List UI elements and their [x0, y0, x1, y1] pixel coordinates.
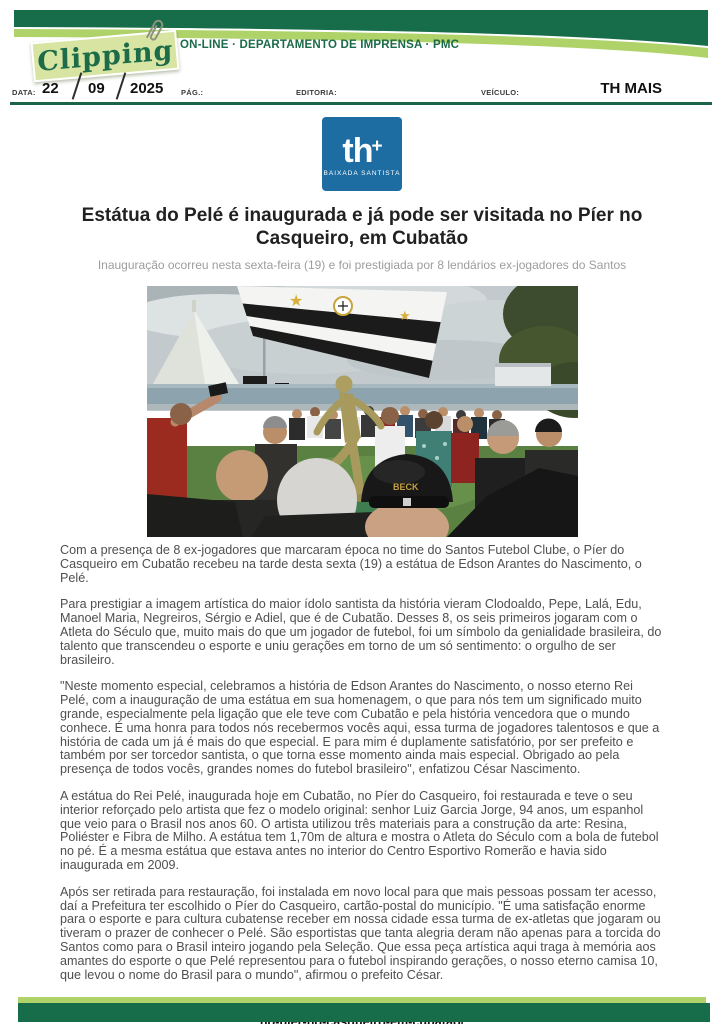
date-slash	[116, 72, 127, 99]
footer-dark-band	[18, 1003, 710, 1022]
header-tagline: ON-LINE · DEPARTAMENTO DE IMPRENSA · PMC	[180, 39, 460, 51]
svg-text:★: ★	[399, 309, 411, 324]
svg-text:★: ★	[289, 291, 304, 310]
date-slash	[72, 72, 83, 99]
photo-scene	[147, 286, 578, 537]
article-subtitle: Inauguração ocorreu nesta sexta-feira (19) e foi prestigiada por 8 lendários ex-jogadores do Santos	[97, 258, 627, 272]
page-label: PÁG.:	[181, 88, 204, 97]
article-body	[60, 544, 664, 1024]
thmais-logo	[322, 117, 402, 191]
date-label: DATA:	[12, 88, 36, 97]
thmais-logo-word: th+	[342, 131, 382, 170]
paragraph: Para prestigiar a imagem artística do maior ídolo santista da história vieram Clodoaldo, Pepe, Lalá, Edu, Manoel Maria, Negreiros, Sérgio e Adiel, que é de Cubatão. Desses 8, os seis primeiros jogaram com o Atleta do Século que, muito mais do que um jogador de futebol, foi um símbolo da genialidade brasileira, do talento que transcendeu o esporte e uniu gerações em torno de um só sentimento: o orgulho de ser brasileiro.	[60, 597, 662, 667]
section-label: EDITORIA:	[296, 88, 337, 97]
article-photo	[147, 286, 578, 537]
paragraph: A estátua do Rei Pelé, inaugurada hoje em Cubatão, no Píer do Casqueiro, foi restaurada e teve o seu interior reforçado pelo artista que fez o modelo original: senhor Luiz Garcia Jorge, 94 anos, um espanhol que veio para o Brasil nos anos 60. O artista utilizou três materiais para a construção da arte: Resina, Poliéster e Fibra de Milho. A estátua tem 1,70m de altura e mostra o Atleta do Século com a bola de futebol no pé. É a mesma estátua que estava antes no interior do Centro Esportivo Romerão e havia sido inaugurada em 2009.	[60, 788, 659, 872]
date-month: 09	[88, 80, 105, 97]
meta-divider	[10, 102, 712, 105]
vehicle-label: VEÍCULO:	[481, 88, 520, 97]
paragraph: Com a presença de 8 ex-jogadores que marcaram época no time do Santos Futebol Clube, o Píer do Casqueiro em Cubatão recebeu na tarde desta sexta (19) a estátua de Edson Arantes do Nascimento, o Pelé.	[60, 543, 642, 585]
paragraph: "Neste momento especial, celebramos a história de Edson Arantes do Nascimento, o nosso eterno Rei Pelé, com a inauguração de uma estátua em sua homenagem, o que para nós tem um significado muito grande, especialmente pela ligação que ele teve com Cubatão e pela história vencedora que o mundo conhece. É uma honra para todos nós recebermos vocês aqui, essa turma de jogadores talentosos e que a história de cada um já é mais do que especial. E para mim é duplamente satisfatório, por ser prefeito e também por ser torcedor santista, o que torna esse momento ainda mais especial. Obrigado ao pela presença de todos vocês, grandes nomes do futebol brasileiro", enfatizou César Nascimento.	[60, 679, 660, 777]
date-day: 22	[42, 80, 59, 97]
date-year: 2025	[130, 80, 164, 97]
article-title: Estátua do Pelé é inaugurada e já pode ser visitada no Píer no Casqueiro, em Cubatão	[81, 205, 643, 249]
thmais-logo-subtitle: BAIXADA SANTISTA	[323, 169, 401, 177]
cap-text: BECK	[393, 482, 419, 492]
vehicle-value: TH MAIS	[600, 80, 662, 97]
clipping-brand-label: Clipping	[36, 34, 174, 78]
paragraph: Após ser retirada para restauração, foi instalada em novo local para que mais pessoas possam ter acesso, daí a Prefeitura ter escolhido o Píer do Casqueiro, cartão-postal do município. "É uma satisfação enorme para o esporte e para cultura cubatense receber em nossa cidade essa turma de ex-atletas que jogaram ou tiveram o prazer de conhecer o Pelé. São esportistas que tanta alegria deram não apenas para a torcida do Santos como para o Brasil inteiro jogando pela Seleção. Que essa peça artística aqui traga à memória aos amantes do esporte o que Pelé representou para o futebol inspirando gerações, o nosso eterno camisa 10, que levou o nome do Brasil para o mundo", afirmou o prefeito César.	[60, 884, 661, 982]
plus-icon: +	[371, 135, 382, 157]
